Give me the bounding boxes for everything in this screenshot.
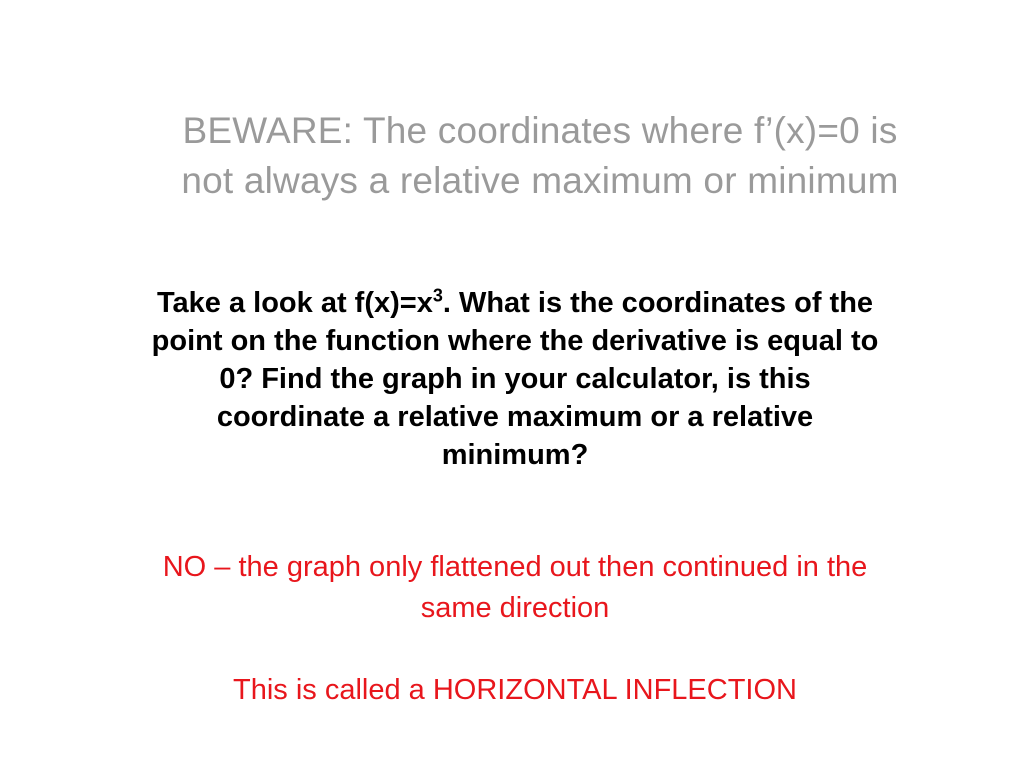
answer-line-2: This is called a HORIZONTAL INFLECTION: [233, 674, 797, 706]
question-exponent: 3: [432, 285, 443, 306]
question-prefix: Take a look at f(x)=x: [156, 287, 433, 319]
answer-line-1: NO – the graph only flattened out then continued in the same direction: [162, 551, 868, 624]
answer-spacer: [150, 629, 880, 670]
title-line-1: BEWARE: The coordinates where f’(x)=0 is: [182, 110, 898, 151]
question-text: [150, 284, 880, 474]
slide-title: [100, 106, 980, 206]
title-line-2: not always a relative maximum or minimum: [181, 160, 899, 201]
answer-text: [150, 547, 880, 711]
question-suffix: . What is the coordinates of the point on the function where the derivative is equal to 0? Find the graph in your calculator, is this coordinate a relative maximum or a relative minimum?: [151, 287, 879, 471]
